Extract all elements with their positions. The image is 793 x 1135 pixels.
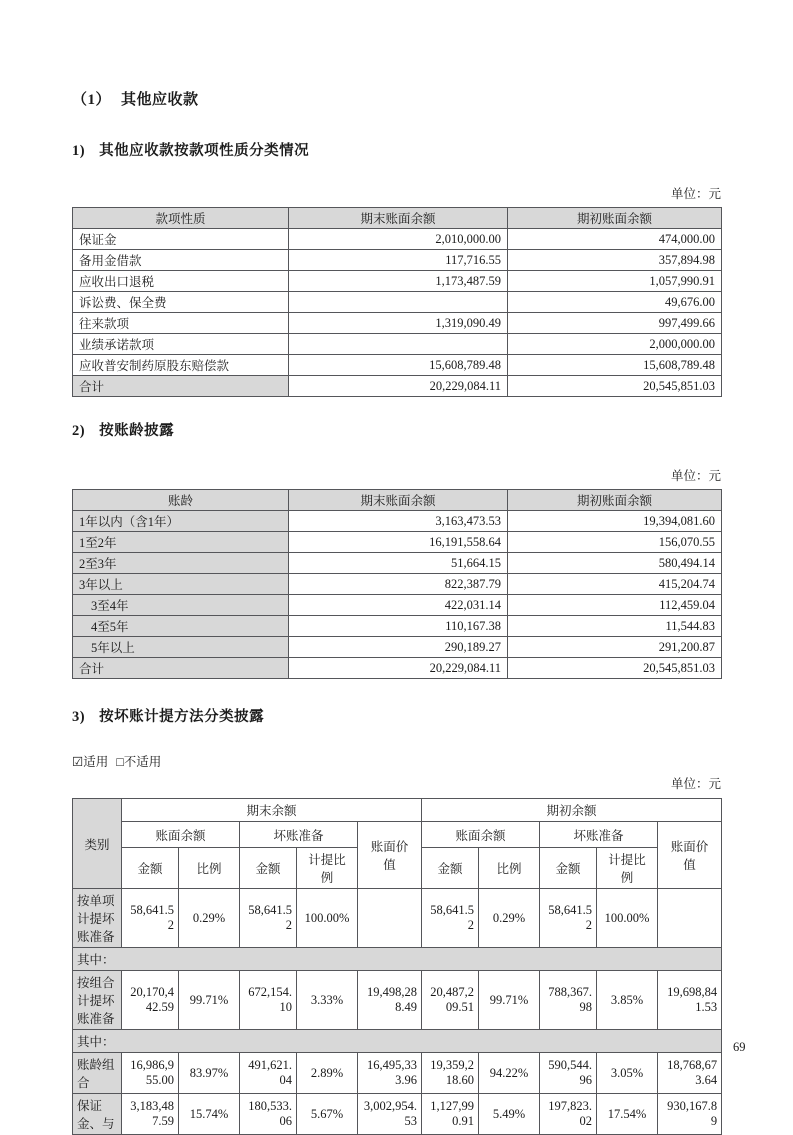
value-cell: 17.54% xyxy=(597,1094,658,1135)
column-group-beginning: 期初余额 xyxy=(422,799,722,822)
subsection-marker: 2) xyxy=(72,423,86,439)
column-header-amount: 金额 xyxy=(240,848,297,889)
table-header-row xyxy=(73,822,722,848)
section-heading xyxy=(72,88,721,109)
value-cell: 580,494.14 xyxy=(508,553,722,574)
table-row xyxy=(73,271,722,292)
row-label-cell: 2至3年 xyxy=(73,553,289,574)
column-header-amount: 金额 xyxy=(122,848,179,889)
page-number: 69 xyxy=(733,1040,746,1054)
value-cell: 15,608,789.48 xyxy=(508,355,722,376)
value-cell: 58,641.52 xyxy=(422,889,479,948)
value-cell: 19,698,841.53 xyxy=(658,971,722,1030)
table-row xyxy=(73,637,722,658)
value-cell: 20,545,851.03 xyxy=(508,658,722,679)
table-header-row xyxy=(73,490,722,511)
value-cell: 15,608,789.48 xyxy=(289,355,508,376)
value-cell: 5.49% xyxy=(479,1094,540,1135)
value-cell: 2,000,000.00 xyxy=(508,334,722,355)
value-cell: 15.74% xyxy=(179,1094,240,1135)
row-label-cell: 5年以上 xyxy=(73,637,289,658)
nature-table xyxy=(72,207,722,397)
value-cell: 0.29% xyxy=(479,889,540,948)
not-applicable-checkbox-icon: □ xyxy=(116,755,124,769)
value-cell: 49,676.00 xyxy=(508,292,722,313)
document-page xyxy=(72,0,721,1135)
value-cell: 1,173,487.59 xyxy=(289,271,508,292)
column-header-aging: 账龄 xyxy=(73,490,289,511)
column-group-ending: 期末余额 xyxy=(122,799,422,822)
value-cell: 19,498,288.49 xyxy=(358,971,422,1030)
row-label-cell: 1年以内（含1年） xyxy=(73,511,289,532)
value-cell: 290,189.27 xyxy=(289,637,508,658)
applicability-line xyxy=(72,752,721,770)
value-cell: 19,394,081.60 xyxy=(508,511,722,532)
row-label-cell: 4至5年 xyxy=(73,616,289,637)
table-row xyxy=(73,511,722,532)
bad-debt-method-table xyxy=(72,798,722,1135)
column-header-amount: 金额 xyxy=(422,848,479,889)
value-cell: 51,664.15 xyxy=(289,553,508,574)
row-label-cell: 账龄组合 xyxy=(73,1053,122,1094)
table-row xyxy=(73,532,722,553)
row-label-cell: 保证金、与 xyxy=(73,1094,122,1135)
value-cell: 58,641.52 xyxy=(122,889,179,948)
table-header-row xyxy=(73,799,722,822)
table-row xyxy=(73,250,722,271)
value-cell: 100.00% xyxy=(597,889,658,948)
value-cell: 2.89% xyxy=(297,1053,358,1094)
row-label-cell: 保证金 xyxy=(73,229,289,250)
table-row xyxy=(73,616,722,637)
section-heading-text: 其他应收款 xyxy=(121,92,199,108)
subsection-marker: 1) xyxy=(72,143,86,159)
aging-table xyxy=(72,489,722,679)
subsection-text: 按坏账计提方法分类披露 xyxy=(99,709,265,725)
value-cell: 110,167.38 xyxy=(289,616,508,637)
value-cell: 422,031.14 xyxy=(289,595,508,616)
value-cell: 18,768,673.64 xyxy=(658,1053,722,1094)
row-label-cell: 按组合计提坏账准备 xyxy=(73,971,122,1030)
row-label-cell: 1至2年 xyxy=(73,532,289,553)
column-header-book-balance: 账面余额 xyxy=(422,822,540,848)
value-cell: 291,200.87 xyxy=(508,637,722,658)
value-cell: 415,204.74 xyxy=(508,574,722,595)
value-cell: 3.85% xyxy=(597,971,658,1030)
subsection-title-method xyxy=(72,705,721,726)
subsection-text: 其他应收款按款项性质分类情况 xyxy=(99,143,310,159)
column-header-bad-debt-provision: 坏账准备 xyxy=(540,822,658,848)
column-header-book-balance: 账面余额 xyxy=(122,822,240,848)
value-cell: 474,000.00 xyxy=(508,229,722,250)
value-cell: 117,716.55 xyxy=(289,250,508,271)
row-label-cell: 3年以上 xyxy=(73,574,289,595)
column-header-ratio: 比例 xyxy=(479,848,540,889)
value-cell: 197,823.02 xyxy=(540,1094,597,1135)
table-row xyxy=(73,292,722,313)
total-label-cell: 合计 xyxy=(73,376,289,397)
value-cell: 491,621.04 xyxy=(240,1053,297,1094)
column-header-amount: 金额 xyxy=(540,848,597,889)
unit-label: 单位：元 xyxy=(670,187,721,201)
not-applicable-label: 不适用 xyxy=(123,755,162,769)
column-header-provision-ratio: 计提比例 xyxy=(297,848,358,889)
value-cell: 0.29% xyxy=(179,889,240,948)
value-cell: 58,641.52 xyxy=(540,889,597,948)
subheader-row xyxy=(73,1030,722,1053)
value-cell: 822,387.79 xyxy=(289,574,508,595)
value-cell: 3,002,954.53 xyxy=(358,1094,422,1135)
subsection-text: 按账龄披露 xyxy=(99,423,175,439)
value-cell: 3,183,487.59 xyxy=(122,1094,179,1135)
subsection-marker: 3) xyxy=(72,709,86,725)
applicable-checkbox-icon: ☑ xyxy=(72,755,84,769)
column-header-book-value: 账面价值 xyxy=(358,822,422,889)
value-cell: 672,154.10 xyxy=(240,971,297,1030)
value-cell: 99.71% xyxy=(179,971,240,1030)
value-cell: 357,894.98 xyxy=(508,250,722,271)
subsection-title-nature xyxy=(72,139,721,160)
unit-label: 单位：元 xyxy=(670,469,721,483)
value-cell: 20,170,442.59 xyxy=(122,971,179,1030)
value-cell: 997,499.66 xyxy=(508,313,722,334)
value-cell: 11,544.83 xyxy=(508,616,722,637)
value-cell: 16,495,333.96 xyxy=(358,1053,422,1094)
subsection-title-aging xyxy=(72,419,721,440)
total-label-cell: 合计 xyxy=(73,658,289,679)
section-heading-marker: （1） xyxy=(72,92,112,108)
value-cell: 590,544.96 xyxy=(540,1053,597,1094)
column-header-beginning-balance: 期初账面余额 xyxy=(508,208,722,229)
column-header-provision-ratio: 计提比例 xyxy=(597,848,658,889)
value-cell: 19,359,218.60 xyxy=(422,1053,479,1094)
value-cell: 16,986,955.00 xyxy=(122,1053,179,1094)
value-cell: 20,487,209.51 xyxy=(422,971,479,1030)
table-row xyxy=(73,889,722,948)
value-cell xyxy=(289,292,508,313)
table-row xyxy=(73,334,722,355)
column-header-bad-debt-provision: 坏账准备 xyxy=(240,822,358,848)
column-header-nature: 款项性质 xyxy=(73,208,289,229)
column-header-ratio: 比例 xyxy=(179,848,240,889)
row-label-cell: 按单项计提坏账准备 xyxy=(73,889,122,948)
column-header-ending-balance: 期末账面余额 xyxy=(289,490,508,511)
subheader-row xyxy=(73,948,722,971)
value-cell: 180,533.06 xyxy=(240,1094,297,1135)
value-cell xyxy=(289,334,508,355)
table-row xyxy=(73,313,722,334)
table-row xyxy=(73,1094,722,1135)
value-cell: 1,127,990.91 xyxy=(422,1094,479,1135)
table-row xyxy=(73,595,722,616)
table-row xyxy=(73,1053,722,1094)
table-row xyxy=(73,553,722,574)
value-cell: 1,057,990.91 xyxy=(508,271,722,292)
subheader-cell: 其中： xyxy=(73,1030,722,1053)
value-cell: 20,545,851.03 xyxy=(508,376,722,397)
value-cell: 930,167.89 xyxy=(658,1094,722,1135)
row-label-cell: 备用金借款 xyxy=(73,250,289,271)
table-row xyxy=(73,229,722,250)
value-cell: 3,163,473.53 xyxy=(289,511,508,532)
column-header-beginning-balance: 期初账面余额 xyxy=(508,490,722,511)
table-row xyxy=(73,971,722,1030)
value-cell: 5.67% xyxy=(297,1094,358,1135)
value-cell xyxy=(358,889,422,948)
value-cell: 3.05% xyxy=(597,1053,658,1094)
table-row xyxy=(73,574,722,595)
row-label-cell: 诉讼费、保全费 xyxy=(73,292,289,313)
total-row xyxy=(73,376,722,397)
value-cell: 112,459.04 xyxy=(508,595,722,616)
value-cell: 94.22% xyxy=(479,1053,540,1094)
column-header-ending-balance: 期末账面余额 xyxy=(289,208,508,229)
unit-label: 单位：元 xyxy=(670,777,721,791)
value-cell: 83.97% xyxy=(179,1053,240,1094)
value-cell: 16,191,558.64 xyxy=(289,532,508,553)
value-cell: 20,229,084.11 xyxy=(289,658,508,679)
value-cell: 99.71% xyxy=(479,971,540,1030)
value-cell: 20,229,084.11 xyxy=(289,376,508,397)
value-cell: 1,319,090.49 xyxy=(289,313,508,334)
value-cell xyxy=(658,889,722,948)
row-label-cell: 往来款项 xyxy=(73,313,289,334)
applicable-label: 适用 xyxy=(83,755,109,769)
table-header-row xyxy=(73,208,722,229)
total-row xyxy=(73,658,722,679)
column-header-category: 类别 xyxy=(73,799,122,889)
row-label-cell: 业绩承诺款项 xyxy=(73,334,289,355)
row-label-cell: 应收出口退税 xyxy=(73,271,289,292)
column-header-book-value: 账面价值 xyxy=(658,822,722,889)
value-cell: 3.33% xyxy=(297,971,358,1030)
value-cell: 2,010,000.00 xyxy=(289,229,508,250)
value-cell: 156,070.55 xyxy=(508,532,722,553)
row-label-cell: 应收普安制药原股东赔偿款 xyxy=(73,355,289,376)
value-cell: 100.00% xyxy=(297,889,358,948)
value-cell: 58,641.52 xyxy=(240,889,297,948)
row-label-cell: 3至4年 xyxy=(73,595,289,616)
subheader-cell: 其中： xyxy=(73,948,722,971)
value-cell: 788,367.98 xyxy=(540,971,597,1030)
table-row xyxy=(73,355,722,376)
